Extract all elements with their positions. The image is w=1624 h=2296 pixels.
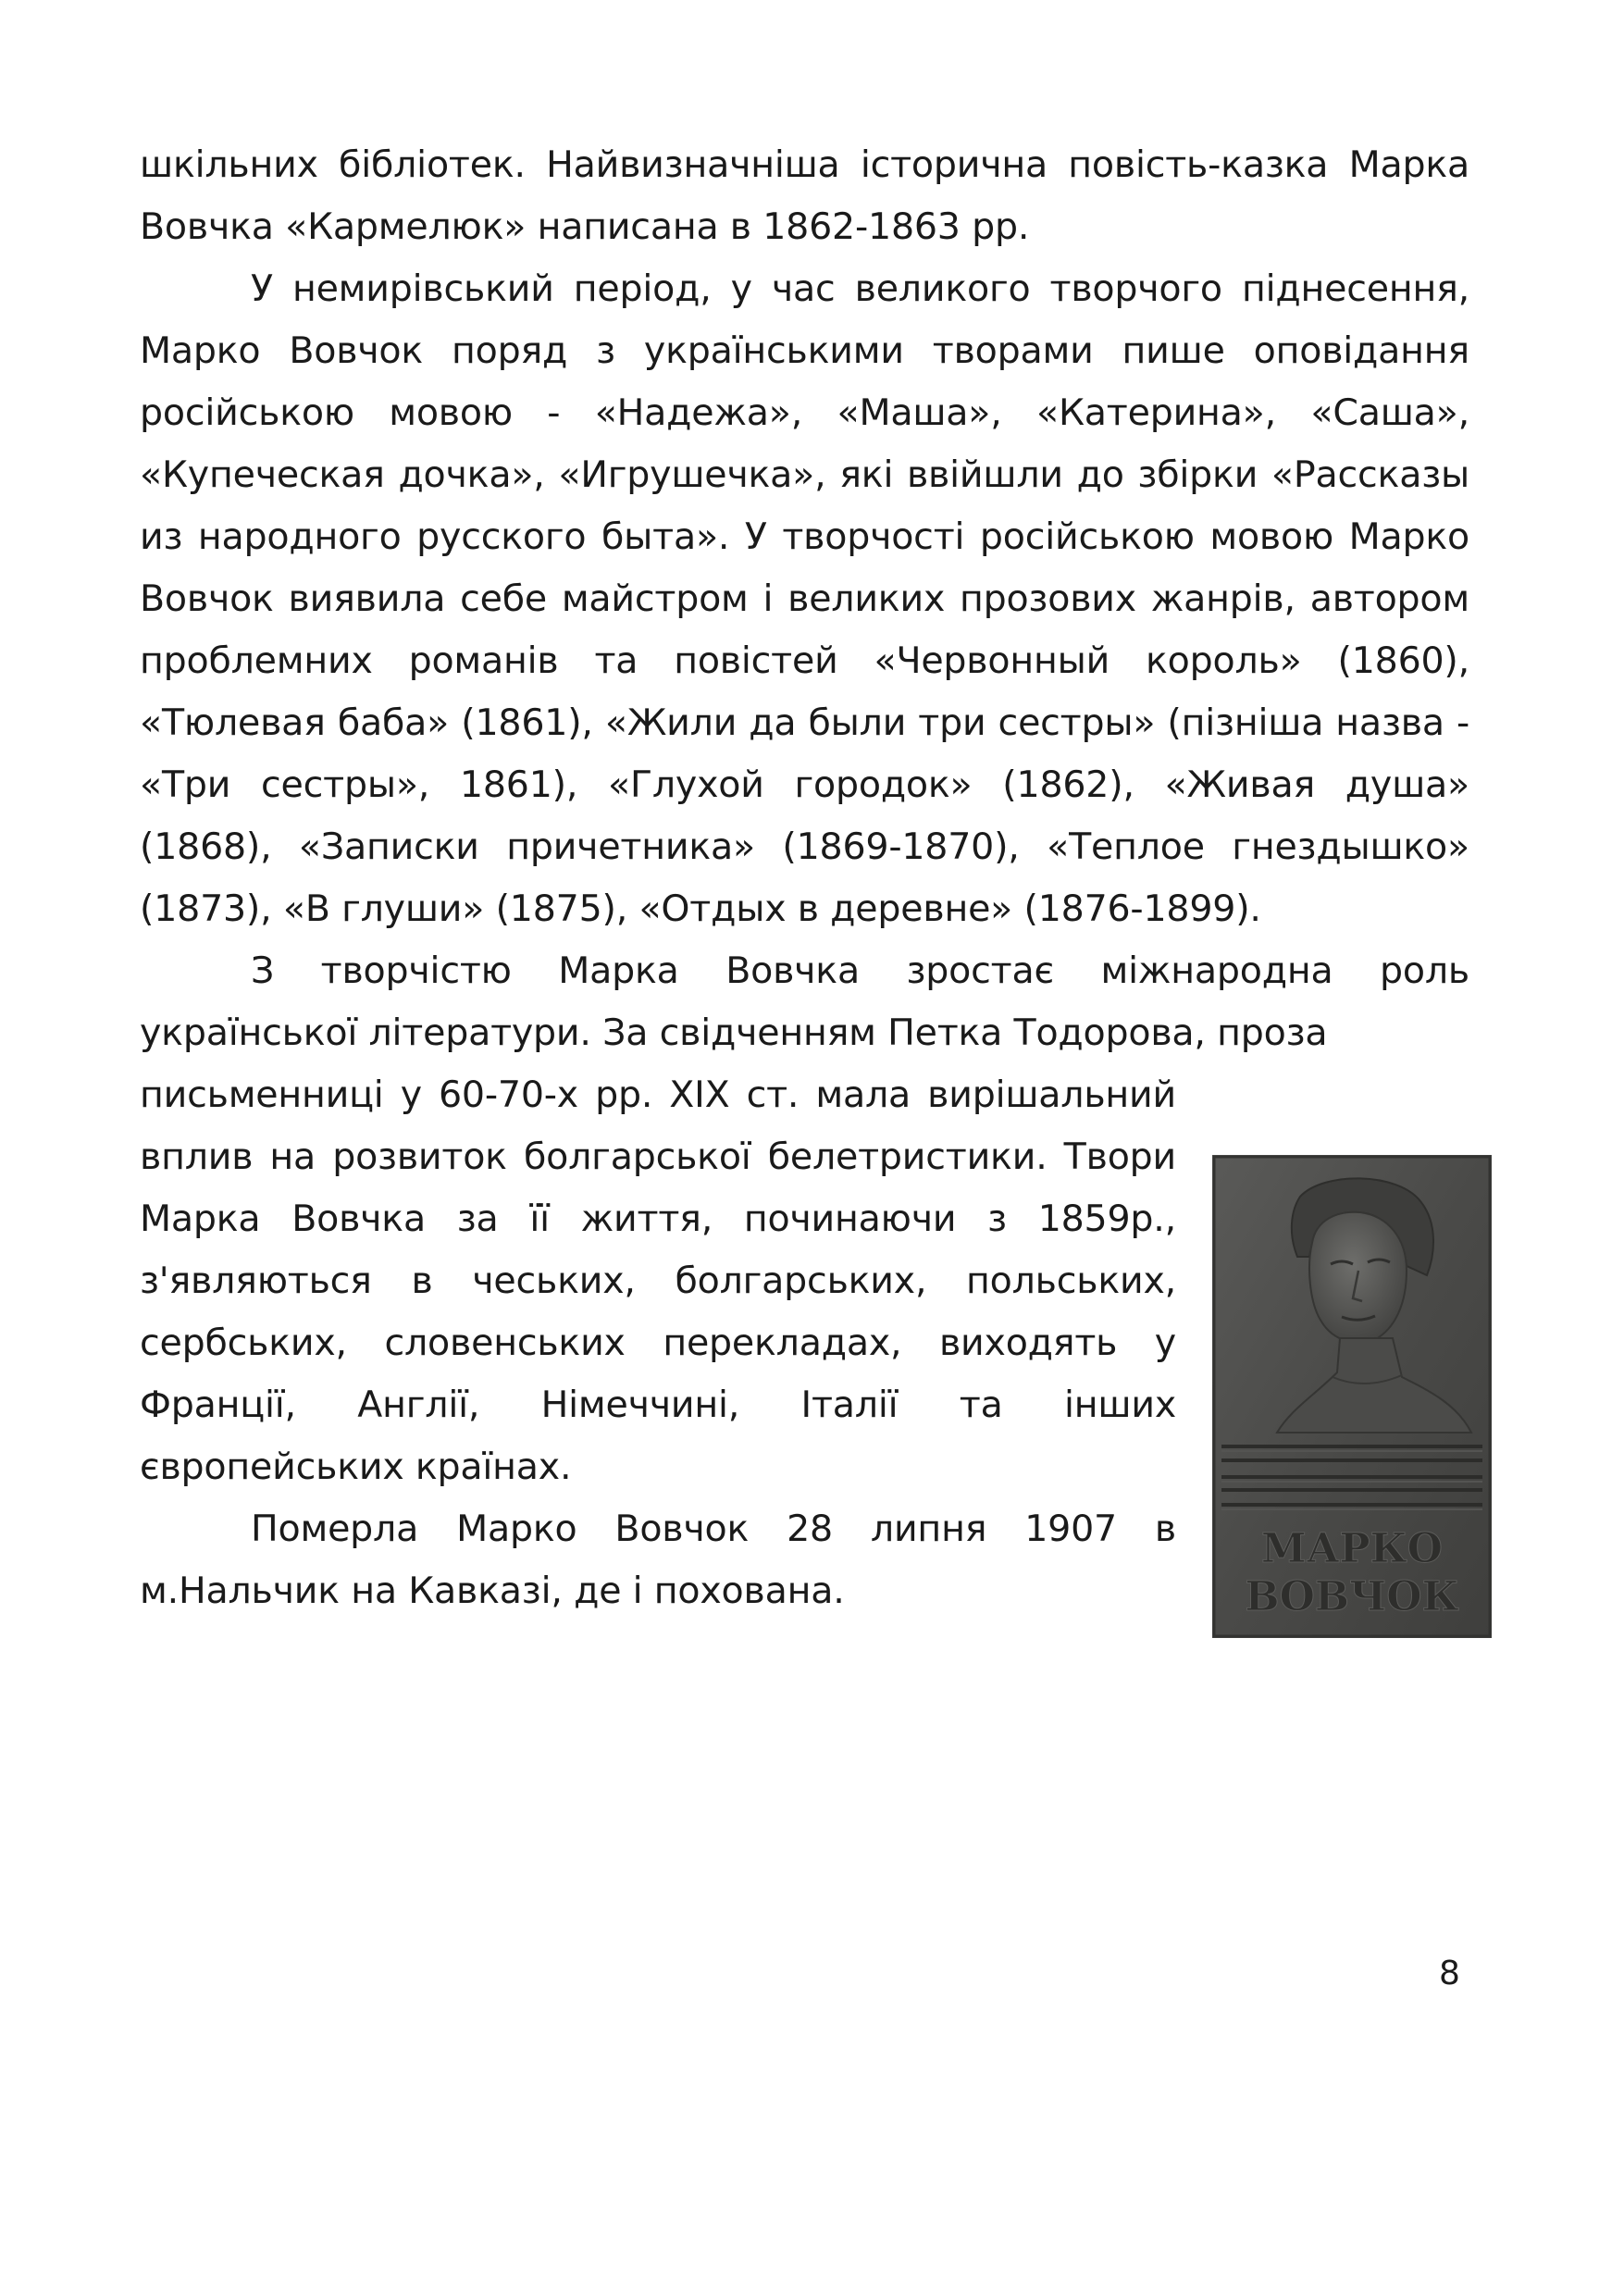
page-number: 8 (1439, 1955, 1460, 1992)
paragraph-5: Померла Марко Вовчок 28 липня 1907 в м.Нальчик на Кавказі, де і похована. (140, 1508, 1176, 1612)
plaque-name-line-2: ВОВЧОК (1245, 1573, 1459, 1620)
paragraph-4: письменниці у 60-70-х рр. XIX ст. мала вирішальний вплив на розвиток болгарської белетристики. Твори Марка Вовчка за її життя, починаючи з 1859р., з'являються в чеських, болгарських, польських, сербських, словенських перекладах, виходять у Франції, Англії, Німеччині, Італії та інших європейських країнах. (140, 1074, 1176, 1488)
paragraph-1: шкільних бібліотек. Найвизначніша історична повість-казка Марка Вовчка «Кармелюк» написана в 1862-1863 рр. (140, 143, 1469, 248)
memorial-plaque-image (1212, 1155, 1492, 1638)
memorial-plaque-relief (1212, 1155, 1492, 1638)
plaque-name-line-1: МАРКО (1261, 1525, 1443, 1572)
paragraph-3: З творчістю Марка Вовчка зростає міжнародна роль української літератури. За свідченням Петка Тодорова, проза (140, 949, 1469, 1054)
paragraph-2: У немирівський період, у час великого творчого піднесення, Марко Вовчок поряд з українськими творами пише оповідання російською мовою - «Надежа», «Маша», «Катерина», «Саша», «Купеческая дочка», «Игрушечка», які ввійшли до збірки «Рассказы из народного русского быта». У творчості російською мовою Марко Вовчок виявила себе майстром і великих прозових жанрів, автором проблемних романів та повістей «Червонный король» (1860), «Тюлевая баба» (1861), «Жили да были три сестры» (пізніша назва - «Три сестры», 1861), «Глухой городок» (1862), «Живая душа» (1868), «Записки причетника» (1869-1870), «Теплое гнездышко» (1873), «В глуши» (1875), «Отдых в деревне» (1876-1899). (140, 267, 1469, 930)
